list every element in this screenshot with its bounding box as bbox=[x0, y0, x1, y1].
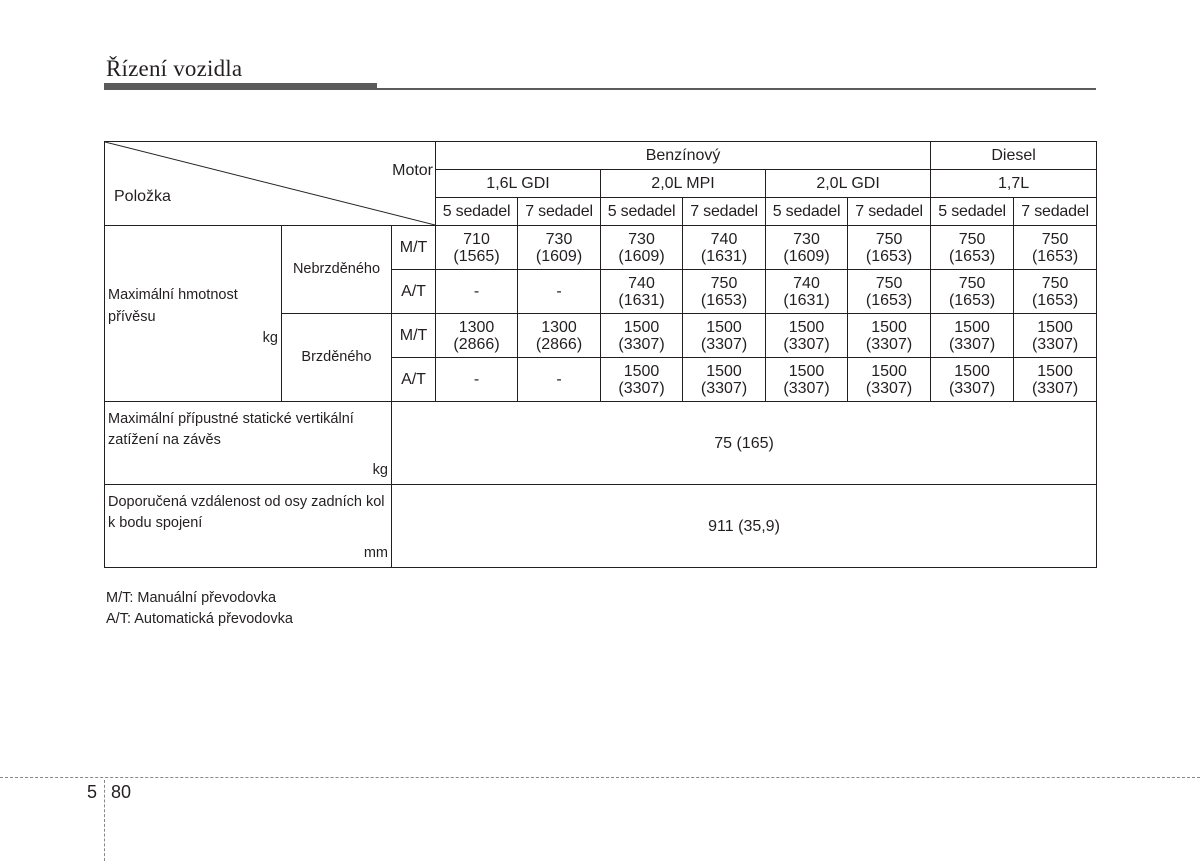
value-cell: - bbox=[436, 270, 518, 314]
value-cell: 1500 (3307) bbox=[683, 358, 766, 402]
value-cell: 750 (1653) bbox=[1014, 270, 1097, 314]
fuel-diesel-header: Diesel bbox=[931, 142, 1097, 170]
footnotes bbox=[106, 588, 293, 630]
static-load-label-cell bbox=[105, 402, 392, 485]
seats-header: 7 sedadel bbox=[848, 198, 931, 226]
seats-header: 5 sedadel bbox=[601, 198, 683, 226]
value-cell: 750 (1653) bbox=[931, 226, 1014, 270]
value-cell: 1500 (3307) bbox=[601, 358, 683, 402]
value-cell: 750 (1653) bbox=[848, 226, 931, 270]
value-cell: 1500 (3307) bbox=[931, 314, 1014, 358]
gear-label: M/T bbox=[392, 226, 436, 270]
distance-label: Doporučená vzdálenost od osy zadních kol k bodu spojení bbox=[108, 494, 385, 531]
seats-header: 7 sedadel bbox=[518, 198, 601, 226]
value-cell: - bbox=[518, 358, 601, 402]
gear-label: M/T bbox=[392, 314, 436, 358]
value-cell: 730 (1609) bbox=[601, 226, 683, 270]
corner-item-label: Položka bbox=[114, 188, 171, 205]
heading-rule-thin bbox=[377, 88, 1096, 90]
note-at: A/T: Automatická převodovka bbox=[106, 611, 293, 627]
value-cell: 730 (1609) bbox=[518, 226, 601, 270]
max-weight-unit: kg bbox=[262, 330, 278, 346]
value-cell: 1500 (3307) bbox=[766, 314, 848, 358]
value-cell: 730 (1609) bbox=[766, 226, 848, 270]
heading-rule-thick bbox=[104, 83, 377, 90]
value-cell: 750 (1653) bbox=[683, 270, 766, 314]
seats-header: 7 sedadel bbox=[1014, 198, 1097, 226]
distance-unit: mm bbox=[363, 545, 388, 561]
seats-header: 7 sedadel bbox=[683, 198, 766, 226]
max-weight-label-cell bbox=[105, 226, 282, 402]
value-cell: 1500 (3307) bbox=[766, 358, 848, 402]
seats-header: 5 sedadel bbox=[766, 198, 848, 226]
value-cell: 1500 (3307) bbox=[683, 314, 766, 358]
value-cell: 750 (1653) bbox=[931, 270, 1014, 314]
gear-label: A/T bbox=[392, 270, 436, 314]
value-cell: - bbox=[518, 270, 601, 314]
distance-label-cell bbox=[105, 485, 392, 568]
page-heading: Řízení vozidla bbox=[106, 56, 243, 81]
value-cell: 1500 (3307) bbox=[1014, 314, 1097, 358]
engine-header: 2,0L GDI bbox=[766, 170, 931, 198]
static-load-unit: kg bbox=[372, 462, 388, 478]
value-cell: 1300 (2866) bbox=[518, 314, 601, 358]
value-cell: 710 (1565) bbox=[436, 226, 518, 270]
static-load-value: 75 (165) bbox=[392, 402, 1097, 485]
footer-dashed-vertical bbox=[104, 780, 105, 861]
value-cell: 740 (1631) bbox=[601, 270, 683, 314]
value-cell: 1500 (3307) bbox=[931, 358, 1014, 402]
engine-header: 1,6L GDI bbox=[436, 170, 601, 198]
static-load-label: Maximální přípustné statické vertikální zatížení na závěs bbox=[108, 411, 354, 448]
value-cell: 750 (1653) bbox=[1014, 226, 1097, 270]
engine-header: 1,7L bbox=[931, 170, 1097, 198]
page-number: 80 bbox=[111, 782, 132, 802]
engine-header: 2,0L MPI bbox=[601, 170, 766, 198]
corner-motor-label: Motor bbox=[392, 162, 434, 179]
value-cell: 750 (1653) bbox=[848, 270, 931, 314]
value-cell: - bbox=[436, 358, 518, 402]
gear-label: A/T bbox=[392, 358, 436, 402]
braked-label: Brzděného bbox=[282, 314, 392, 402]
fuel-petrol-header: Benzínový bbox=[436, 142, 931, 170]
towing-spec-table bbox=[104, 141, 1097, 568]
value-cell: 1500 (3307) bbox=[848, 314, 931, 358]
seats-header: 5 sedadel bbox=[436, 198, 518, 226]
header-corner-cell bbox=[105, 142, 436, 226]
diagonal-line bbox=[105, 142, 435, 225]
max-weight-label: Maximální hmotnost přívěsu bbox=[108, 287, 238, 325]
value-cell: 1500 (3307) bbox=[601, 314, 683, 358]
footer-dashed-rule bbox=[0, 777, 1200, 778]
value-cell: 1500 (3307) bbox=[1014, 358, 1097, 402]
unbraked-label: Nebrzděného bbox=[282, 226, 392, 314]
seats-header: 5 sedadel bbox=[931, 198, 1014, 226]
value-cell: 1500 (3307) bbox=[848, 358, 931, 402]
value-cell: 1300 (2866) bbox=[436, 314, 518, 358]
value-cell: 740 (1631) bbox=[766, 270, 848, 314]
value-cell: 740 (1631) bbox=[683, 226, 766, 270]
distance-value: 911 (35,9) bbox=[392, 485, 1097, 568]
section-number: 5 bbox=[87, 782, 98, 802]
note-mt: M/T: Manuální převodovka bbox=[106, 590, 277, 606]
